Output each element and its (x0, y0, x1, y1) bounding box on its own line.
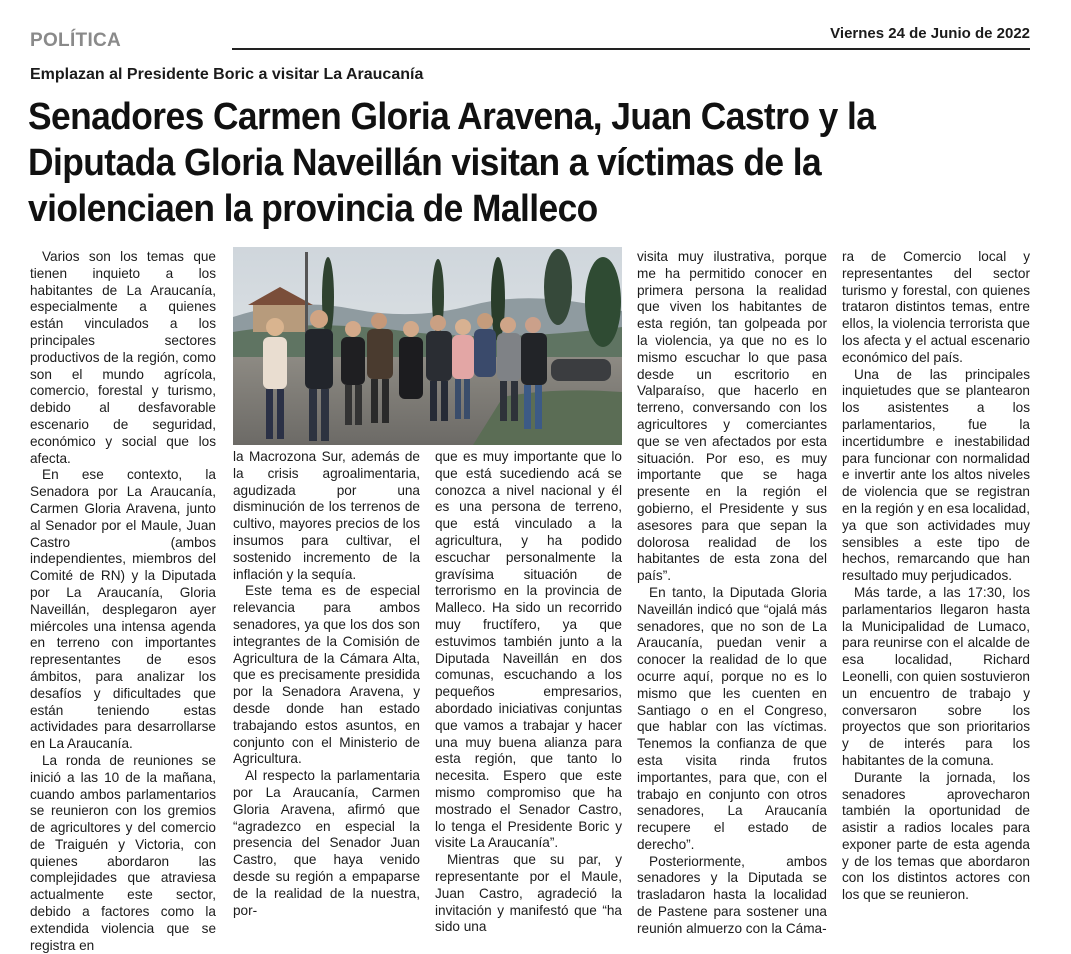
paragraph: Varios son los temas que tienen inquieto a los habitantes de La Araucanía, especialmente a quienes están vinculados a los principales sectores productivos de la región, como son el mundo agrícola, comercio, forestal y turismo, debido al desfavorable escenario de seguridad, económico y social que los afecta. (30, 249, 216, 466)
article-column-5 (842, 249, 1030, 904)
paragraph-continuation: visita muy ilustrativa, porque me ha permitido conocer en primera persona la realidad que viven los habitantes de esta región, tan golpeada por la violencia, ya que no es lo mismo escuchar lo que pasa desde un escritorio en Valparaíso, que hacerlo en terreno, conversando con los agricultores y comerciantes que se ven afectados por esta situación. Por eso, es muy importante que se haga presente en la región el gobierno, el Presidente y sus asesores para que sepan la dolorosa realidad de los habitantes de esta zona del país”. (637, 249, 827, 584)
paragraph: Al respecto la parlamentaria por La Araucanía, Carmen Gloria Aravena, afirmó que “agradezco en especial la presencia del Senador Juan Castro, que haya venido desde su región a empaparse de la realidad de la nuestra, por- (233, 768, 420, 918)
article-headline: Senadores Carmen Gloria Aravena, Juan Castro y la Diputada Gloria Naveillán visitan a víctimas de la violenciaen la provincia de Malleco (28, 96, 876, 230)
paragraph: En ese contexto, la Senadora por La Araucanía, Carmen Gloria Aravena, junto al Senador por el Maule, Juan Castro (ambos independientes, miembros del Comité de RN) y la Diputada por La Araucanía, Gloria Naveillán, desplegaron ayer miércoles una intensa agenda en terreno con importantes representantes de esos ámbitos, para analizar los desafíos y dificultades que están teniendo estas actividades para desarrollarse en La Araucanía. (30, 467, 216, 752)
paragraph: Posteriormente, ambos senadores y la Diputada se trasladaron hasta la localidad de Pastene para sostener una reunión almuerzo con la Cáma- (637, 853, 827, 936)
article-column-3 (435, 449, 622, 936)
article-column-4 (637, 249, 827, 938)
article-kicker: Emplazan al Presidente Boric a visitar La Araucanía (30, 66, 424, 83)
paragraph-continuation: que es muy importante que lo que está sucediendo acá se conozca a nivel nacional y él es una persona de terreno, que está vinculado a la agricultura, y ha podido escuchar personalmente la gravísima situación de terrorismo en la provincia de Malleco. Ha sido un recorrido muy fructífero, ya que estuvimos también junto a la Diputada Naveillán en dos comunas, escuchando a los pequeños empresarios, abordado iniciativas conjuntas que vamos a trabajar y hacer una muy buena alianza para esta región, que tanto lo necesita. Espero que este mismo compromiso que ha mostrado el Senador Castro, lo tenga el Presidente Boric y visite La Araucanía”. (435, 449, 622, 851)
section-label: POLÍTICA (30, 30, 122, 51)
group-photo (233, 247, 622, 445)
issue-date: Viernes 24 de Junio de 2022 (830, 25, 1030, 42)
paragraph: En tanto, la Diputada Gloria Naveillán indicó que “ojalá más senadores, que no son de La Araucanía, puedan venir a conocer la realidad de lo que ocurre aquí, porque no es lo mismo que les cuenten en Santiago o en el Congreso, que hablar con las víctimas. Tenemos la confianza de que esta visita rinda frutos importantes, para que, con el trabajo en conjunto con otros senadores, La Araucanía recupere el estado de derecho”. (637, 584, 827, 852)
article-column-2 (233, 449, 420, 919)
paragraph-continuation: la Macrozona Sur, además de la crisis agroalimentaria, agudizada por una disminución de los terrenos de cultivo, mayores precios de los insumos para cultivar, el sostenido incremento de la inflación y la sequía. (233, 449, 420, 582)
article-column-1 (30, 249, 216, 954)
paragraph: Durante la jornada, los senadores aprovecharon también la oportunidad de asistir a radios locales para exponer parte de esta agenda y de los temas que abordaron con los distintos actores con los que se reunieron. (842, 769, 1030, 903)
paragraph: Una de las principales inquietudes que se plantearon los asistentes a los parlamentarios, fue la incertidumbre e inestabilidad para funcionar con normalidad e invertir ante los altos niveles de violencia que se registran en la región y en esa localidad, ya que son actividades muy sensibles a este tipo de hechos, remarcando que han resultado muy perjudicados. (842, 366, 1030, 584)
paragraph: Este tema es de especial relevancia para ambos senadores, ya que los dos son integrantes de la Comisión de Agricultura de la Cámara Alta, que es precisamente presidida por la Senadora Aravena, y desde donde han estado trabajando estos asuntos, en conjunto con el Ministerio de Agricultura. (233, 583, 420, 767)
paragraph: Mientras que su par, y representante por el Maule, Juan Castro, agradeció la invitación y manifestó que “ha sido una (435, 852, 622, 935)
paragraph: La ronda de reuniones se inició a las 10 de la mañana, cuando ambos parlamentarios se reunieron con los gremios de agricultores y del comercio de Traiguén y Victoria, con quienes abordaron las complejidades que atraviesa actualmente este sector, debido a factores como la extendida violencia que se registra en (30, 752, 216, 953)
paragraph: Más tarde, a las 17:30, los parlamentarios llegaron hasta la Municipalidad de Lumaco, para reunirse con el alcalde de esa localidad, Richard Leonelli, con quien sostuvieron un encuentro de trabajo y conversaron sobre los proyectos que son prioritarios y de interés para los habitantes de la comuna. (842, 584, 1030, 768)
header-rule (232, 48, 1030, 50)
paragraph-continuation: ra de Comercio local y representantes del sector turismo y forestal, con quienes trataron distintos temas, entre ellos, la violencia terrorista que los afecta y el actual escenario económico del país. (842, 249, 1030, 365)
